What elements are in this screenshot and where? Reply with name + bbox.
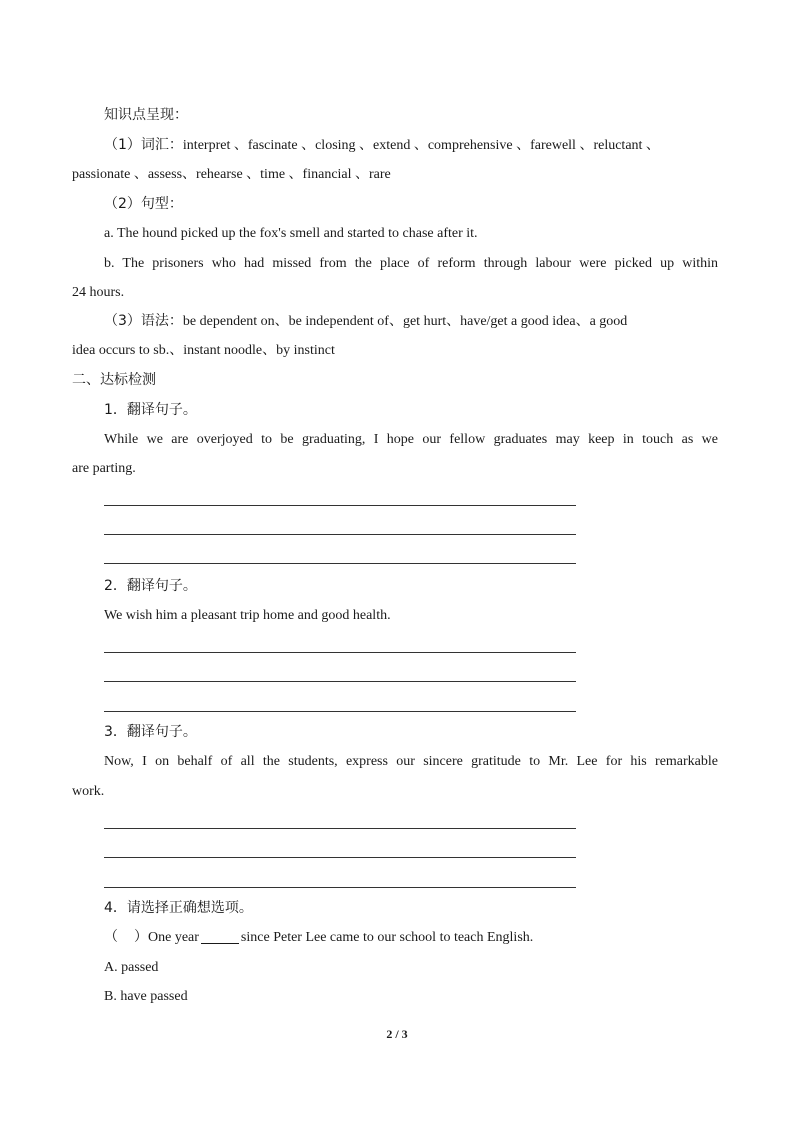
q3-line-2: work. xyxy=(72,784,105,799)
q2-answer-line[interactable] xyxy=(104,711,576,712)
q1-answer-line[interactable] xyxy=(104,534,576,535)
q3-line-1: Now, I on behalf of all the students, express our sincere gratitude to Mr. Lee for his remarkable xyxy=(104,754,718,769)
q1-line-2: are parting. xyxy=(72,461,136,476)
pattern-b-line-1: b. The prisoners who had missed from the place of reform through labour were picked up within xyxy=(104,256,718,271)
vocab-row-1 xyxy=(104,135,700,156)
pattern-b-line-2: 24 hours. xyxy=(72,285,125,300)
q2-answer-line[interactable] xyxy=(104,652,576,653)
q1-line-1: While we are overjoyed to be graduating, I hope our fellow graduates may keep in touch as we xyxy=(104,432,718,447)
q4-stem-start: One year xyxy=(148,930,199,945)
q4-stem xyxy=(104,927,533,948)
vocab-line-2: passionate 、assess、rehearse 、time 、financial 、rare xyxy=(72,167,391,182)
q3-title: 3．翻译句子。 xyxy=(104,724,197,740)
q2-title: 2．翻译句子。 xyxy=(104,578,197,594)
pattern-label: （2）句型： xyxy=(104,196,183,212)
q4-option-a[interactable]: A. passed xyxy=(104,960,159,975)
q3-answer-line[interactable] xyxy=(104,828,576,829)
q4-option-b[interactable]: B. have passed xyxy=(104,989,188,1004)
fill-in-blank[interactable] xyxy=(201,929,239,944)
knowledge-heading: 知识点呈现： xyxy=(104,107,188,123)
grammar-line-2: idea occurs to sb.、instant noodle、by instinct xyxy=(72,343,335,358)
q3-answer-line[interactable] xyxy=(104,887,576,888)
grammar-line-1: be dependent on、be independent of、get hurt、have/get a good idea、a good xyxy=(182,314,628,329)
vocab-line-1: interpret 、fascinate 、closing 、extend 、comprehensive 、farewell 、reluctant 、 xyxy=(182,138,660,153)
q3-answer-line[interactable] xyxy=(104,857,576,858)
answer-paren-close: ） xyxy=(134,929,148,945)
q2-text: We wish him a pleasant trip home and good health. xyxy=(104,608,391,623)
grammar-row-1 xyxy=(104,311,627,332)
section-heading: 二、达标检测 xyxy=(72,372,156,388)
q1-answer-line[interactable] xyxy=(104,505,576,506)
vocab-label: （1）词汇： xyxy=(104,137,183,153)
grammar-label: （3）语法： xyxy=(104,313,183,329)
pattern-a: a. The hound picked up the fox's smell and started to chase after it. xyxy=(104,226,478,241)
answer-paren-open: （ xyxy=(104,929,118,945)
q1-answer-line[interactable] xyxy=(104,563,576,564)
page-number: 2 / 3 xyxy=(386,1027,408,1041)
q2-answer-line[interactable] xyxy=(104,681,576,682)
q1-title: 1．翻译句子。 xyxy=(104,402,197,418)
q4-title: 4．请选择正确想选项。 xyxy=(104,900,253,916)
q4-stem-end: since Peter Lee came to our school to teach English. xyxy=(240,930,534,945)
